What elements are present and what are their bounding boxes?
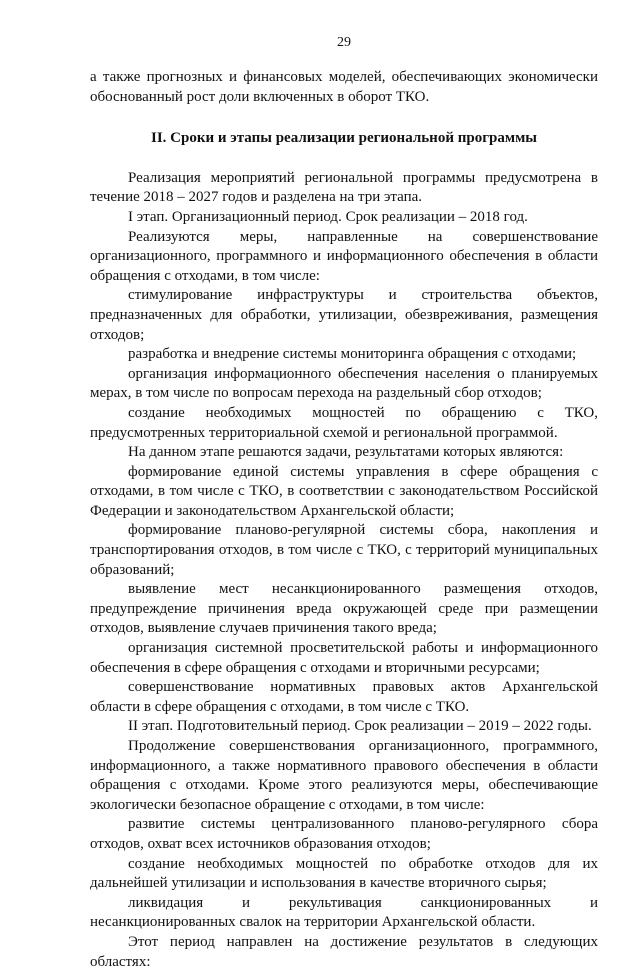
paragraph: Реализация мероприятий региональной программы предусмотрена в течение 2018 – 2027 годов и разделена на три этапа. (90, 169, 598, 206)
paragraph: стимулирование инфраструктуры и строительства объектов, предназначенных для обработки, утилизации, обезвреживания, размещения отходов; (90, 287, 598, 343)
paragraph: выявление мест несанкционированного размещения отходов, предупреждение причинения вреда окружающей среде при размещении отходов, выявление случаев причинения такого вреда; (90, 581, 598, 637)
page-number: 29 (337, 35, 351, 50)
paragraph: I этап. Организационный период. Срок реализации – 2018 год. (128, 208, 528, 225)
paragraph: формирование единой системы управления в сфере обращения с отходами, в том числе с ТКО, в соответствии с законодательством Российской Федерации и законодательством Архангельской области; (90, 463, 598, 519)
paragraph: развитие системы централизованного планово-регулярного сбора отходов, охват всех источников образования отходов; (90, 816, 598, 852)
paragraph: Этот период направлен на достижение результатов в следующих областях: (90, 933, 598, 970)
paragraph: создание необходимых мощностей по обработке отходов для их дальнейшей утилизации и использования в качестве вторичного сырья; (90, 855, 598, 892)
paragraph: организация системной просветительской работы и информационного обеспечения в сфере обращения с отходами и вторичными ресурсами; (90, 640, 598, 676)
paragraph: создание необходимых мощностей по обращению с ТКО, предусмотренных территориальной схемой и региональной программой. (90, 404, 598, 441)
document-body (90, 68, 598, 972)
paragraph: Реализуются меры, направленные на совершенствование организационного, программного и информационного обеспечения в области обращения с отходами, в том числе: (90, 228, 598, 284)
paragraph: разработка и внедрение системы мониторинга обращения с отходами; (128, 346, 577, 363)
paragraph: На данном этапе решаются задачи, результатами которых являются: (128, 444, 564, 461)
paragraph: Продолжение совершенствования организационного, программного, информационного, а также нормативного правового обеспечения в области обращения с отходами. Кроме этого реализуются меры, обеспечивающие экологически безопасное обращение с отходами, в том числе: (90, 738, 598, 813)
paragraph: организация информационного обеспечения населения о планируемых мерах, в том числе по вопросам перехода на раздельный сбор отходов; (90, 365, 598, 402)
paragraph: совершенствование нормативных правовых актов Архангельской области в сфере обращения с отходами, в том числе с ТКО. (90, 679, 598, 715)
paragraph: ликвидация и рекультивация санкционированных и несанкционированных свалок на территории Архангельской области. (90, 894, 598, 931)
section-heading: II. Сроки и этапы реализации региональной программы (150, 130, 537, 147)
paragraph: II этап. Подготовительный период. Срок реализации – 2019 – 2022 годы. (128, 718, 592, 735)
paragraph-continuation: а также прогнозных и финансовых моделей, обеспечивающих экономически обоснованный рост доли включенных в оборот ТКО. (90, 69, 598, 105)
paragraph: формирование планово-регулярной системы сбора, накопления и транспортирования отходов, в том числе с ТКО, с территорий муниципальных образований; (90, 522, 598, 578)
